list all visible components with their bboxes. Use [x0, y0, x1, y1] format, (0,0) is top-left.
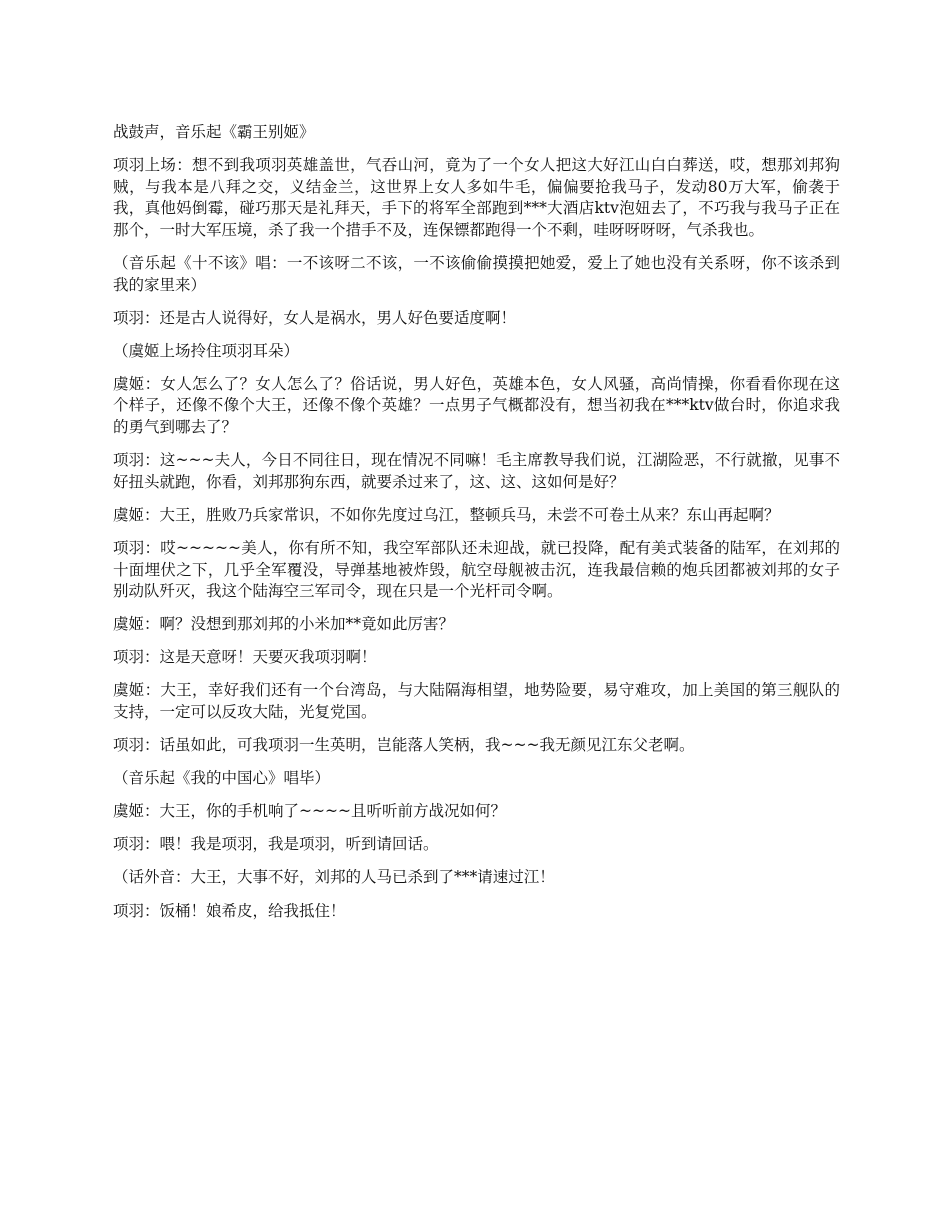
- paragraph-yuji-line: 虞姬：啊？没想到那刘邦的小米加**竟如此厉害？: [113, 615, 455, 634]
- paragraph-xiangyu-line: 项羽：喂！我是项羽，我是项羽，听到请回话。: [113, 835, 439, 854]
- paragraph-yuji-line: 虞姬：大王，幸好我们还有一个台湾岛，与大陆隔海相望，地势险要，易守难攻，加上美国的第三舰队的支持，一定可以反攻大陆，光复党国。: [113, 681, 840, 721]
- paragraph-offstage-voice: （话外音：大王，大事不好，刘邦的人马已杀到了***请速过江！: [113, 868, 555, 887]
- paragraph-xiangyu-line: 项羽：这是天意呀！天要灭我项羽啊！: [113, 648, 377, 667]
- paragraph-xiangyu-line: 项羽：还是古人说得好，女人是祸水，男人好色要适度啊！: [113, 308, 517, 327]
- paragraph-yuji-line: 虞姬：大王，你的手机响了~~~~且听听前方战况如何？: [113, 802, 506, 821]
- paragraph-xiangyu-line: 项羽：饭桶！娘希皮，给我抵住！: [113, 901, 346, 920]
- paragraph-song-shibugai: （音乐起《十不该》唱：一不该呀二不该，一不该偷偷摸摸把她爱，爱上了她也没有关系呀，你不该杀到我的家里来）: [113, 253, 840, 294]
- paragraph-xiangyu-monologue: 项羽上场：想不到我项羽英雄盖世，气吞山河，竟为了一个女人把这大好江山白白葬送，哎，想那刘邦狗贼，与我本是八拜之交，义结金兰，这世界上女人多如牛毛，偏偏要抢我马子，发动80万大军，偷袭于我，真他妈倒霉，碰巧那天是礼拜天，手下的将军全部跑到***大酒店ktv泡妞去了，不巧我与我马子正在那个，一时大军压境，杀了我一个措手不及，连保镖都跑得一个不剩，哇呀呀呀呀，气杀我也。: [113, 156, 840, 239]
- paragraph-yuji-line: 虞姬：大王，胜败乃兵家常识，不如你先度过乌江，整顿兵马，未尝不可卷土从来？东山再起啊？: [113, 505, 780, 524]
- paragraph-stage-direction-opening: 战鼓声，音乐起《霸王别姬》: [113, 123, 315, 141]
- paragraph-yuji-line: 虞姬：女人怎么了？女人怎么了？俗话说，男人好色，英雄本色，女人风骚，高尚情操，你看看你现在这个样子，还像不像个大王，还像不像个英雄？一点男子气概都没有，想当初我在***ktv做台时，你追求我的勇气到哪去了？: [113, 374, 840, 437]
- paragraph-xiangyu-line: 项羽：话虽如此，可我项羽一生英明，岂能落人笑柄，我~~~我无颜见江东父老啊。: [113, 736, 695, 755]
- paragraph-xiangyu-line: 项羽：这~~~夫人，今日不同往日，现在情况不同嘛！毛主席教导我们说，江湖险恶，不行就撤，见事不好扭头就跑，你看，刘邦那狗东西，就要杀过来了，这、这、这如何是好？: [113, 451, 840, 491]
- paragraph-song-zhongguoxin: （音乐起《我的中国心》唱毕）: [113, 769, 331, 788]
- document-body: [113, 122, 840, 934]
- paragraph-xiangyu-line: 项羽：哎~~~~~美人，你有所不知，我空军部队还未迎战，就已投降，配有美式装备的陆军，在刘邦的十面埋伏之下，几乎全军覆没，导弹基地被炸毁，航空母舰被击沉，连我最信赖的炮兵团都被刘邦的女子别动队歼灭，我这个陆海空三军司令，现在只是一个光杆司令啊。: [113, 538, 840, 601]
- paragraph-stage-direction-yuji-enters: （虞姬上场拎住项羽耳朵）: [113, 341, 300, 360]
